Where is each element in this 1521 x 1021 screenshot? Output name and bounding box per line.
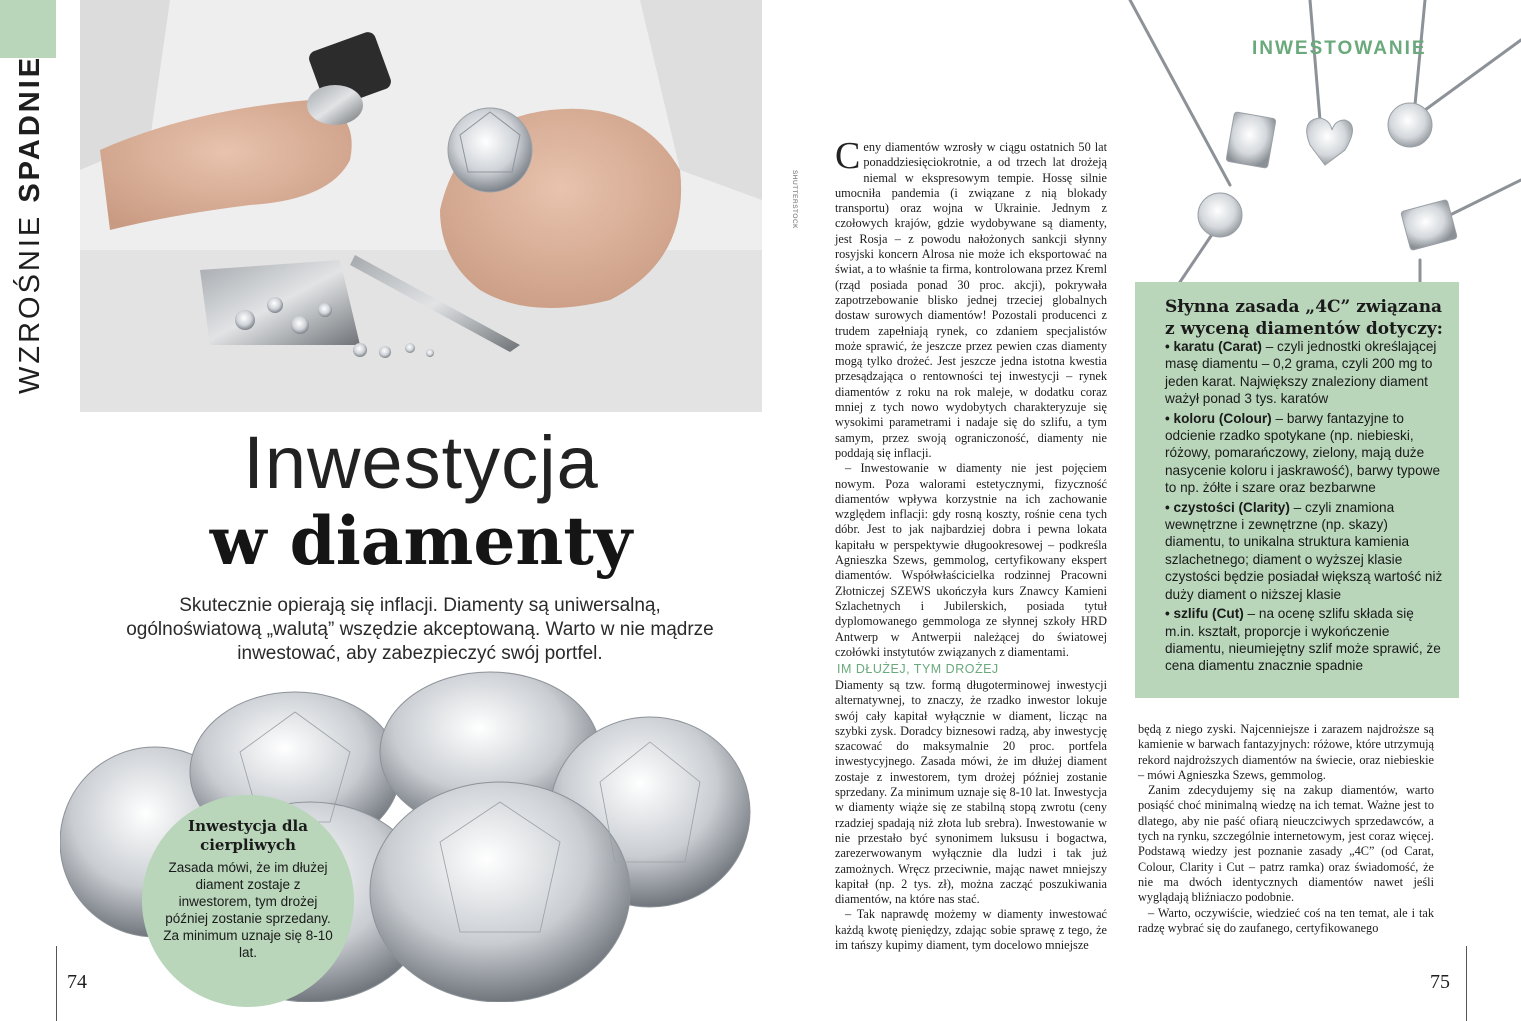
callout-text: Zasada mówi, że im dłużej diament zostaje z inwestorem, tym drożej później zostanie sprzedany. Za minimum uznaje się 8-10 lat. bbox=[163, 860, 333, 960]
page-number-left: 74 bbox=[67, 971, 87, 993]
photo-credit: SHUTTERSTOCK bbox=[791, 170, 798, 229]
article-column-2 bbox=[1138, 722, 1434, 936]
article-column-1b bbox=[835, 678, 1107, 953]
info-box-4c bbox=[1135, 282, 1459, 698]
article-paragraph: będą z niego zyski. Najcenniejsze i zarazem najdroższe są kamienie w barwach fantazyjnych: różowe, które utrzymują rekord najdroższych diamentów na świecie, oraz niebieskie – mówi Agnieszka Szews, gemmolog. bbox=[1138, 722, 1434, 782]
callout-circle bbox=[142, 795, 354, 1007]
article-paragraph: – Inwestowanie w diamenty nie jest pojęciem nowym. Poza walorami estetycznymi, fizyczność diamentów wpływa korzystnie na ich zachowanie względem inflacji: gdy rosną koszty, rośnie cena tych dóbr. Jest to jak najbardziej dobra i pewna lokata kapitału w perspektywie długookresowej – podkreśla Agnieszka Szews, gemmolog, certyfikowany ekspert diamentów. Współwłaścicielka rodzinnej Pracowni Złotniczej SZEWS ukończyła kurs Znawcy Kamieni Szlachetnych i Jubilerskich, posiada tytuł dyplomowanego gemmologa ze słynnej szkoły HRD Antwerp w Antwerpii należącej do światowej czołówki instytutów związanych z diamentami. bbox=[835, 461, 1107, 659]
side-label-light: WZROŚNIE bbox=[14, 213, 46, 394]
headline-line-2: w diamenty bbox=[209, 502, 633, 580]
page-rule-right bbox=[1466, 946, 1467, 1021]
list-item: • czystości (Clarity) – czyli znamiona wewnętrzne i zewnętrzne (np. skazy) diamentu, to unikalna struktura kamienia szlachetnego; diament o wyższej klasie czystości będzie posiadał większą wartość niż duży diament o niższej klasie bbox=[1165, 499, 1443, 602]
info-box-title: Słynna zasada „4C” związana z wyceną diamentów dotyczy: bbox=[1165, 297, 1443, 339]
page-rule-left bbox=[56, 946, 57, 1021]
page-number-right: 75 bbox=[1430, 971, 1450, 993]
info-box-list bbox=[1165, 338, 1447, 677]
callout-title: Inwestycja dla cierpliwych bbox=[188, 817, 308, 854]
side-label bbox=[6, 54, 54, 394]
article-paragraph: Ceny diamentów wzrosły w ciągu ostatnich 50 lat ponaddziesięciokrotnie, a od trzech lat drożeją niemal w ekspresowym tempie. Hossę silnie umocniła pandemia (i związane z nią blokady transportu) oraz wojna w Ukrainie. Jednym z czołowych krajów, gdzie wydobywane są diamenty, jest Rosja – z powodu nałożonych sankcji słynny rosyjski koncern Alrosa nie może ich eksportować na świat, a to właśnie ta firma, kontrolowana przez Kreml (rząd posiada ponad 30 proc. akcji), pokrywała zapotrzebowanie blisko jednej trzeciej globalnych dostaw surowych diamentów! Pozostali producenci z trudem zapełniają rynek, co zdaniem specjalistów może sprawić, że jeszcze przez pewien czas diamenty mogą tylko drożeć. Jest jeszcze jedna istotna kwestia przesądzająca o rentowności tej inwestycji – rynek diamentów z roku na rok maleje, w dodatku coraz mniej z tych nowo wydobytych charakteryzuje się wysokimi parametrami i nadaje się do szlifu, a tym samym, przez swoją ograniczoność, diamenty nie poddają się inflacji. bbox=[835, 135, 1107, 460]
list-item: • szlifu (Cut) – na ocenę szlifu składa się m.in. kształt, proporcje i wykończenie diamentu, nieumiejętny szlif może sprawić, że cena diamentu znacznie spadnie bbox=[1165, 606, 1441, 674]
drop-cap: C bbox=[835, 135, 861, 177]
headline-line-1: Inwestycja bbox=[243, 421, 599, 504]
hands-photo-illustration bbox=[80, 0, 762, 412]
article-paragraph: – Warto, oczywiście, wiedzieć coś na ten temat, ale i tak radzę wybrać się do zaufanego, certyfikowanego bbox=[1138, 905, 1434, 935]
article-subhead: IM DŁUŻEJ, TYM DROŻEJ bbox=[837, 662, 999, 676]
list-item: • koloru (Colour) – barwy fantazyjne to odcienie rzadko spotykane (np. niebieski, różowy, pomarańczowy, zielony, mają duże nasycenie koloru i jaskrawość), barwy typowe to np. żółte i szare oraz bezbarwne bbox=[1165, 410, 1441, 496]
article-paragraph: – Tak naprawdę możemy w diamenty inwestować każdą kwotę pieniędzy, zdając sobie sprawę z tego, że im tańszy kupimy diament, tym docelowo mniejsze bbox=[835, 907, 1107, 953]
list-item: • karatu (Carat) – czyli jednostki określającej masę diamentu – 0,2 grama, czyli 200 mg to jeden karat. Największy znaleziony diament ważył ponad 3 tys. karatów bbox=[1165, 339, 1437, 407]
side-label-bold: SPADNIE bbox=[14, 54, 46, 203]
section-color-tab bbox=[0, 0, 56, 58]
hands-with-diamond-photo bbox=[80, 0, 762, 412]
lead-paragraph: Skutecznie opierają się inflacji. Diamenty są uniwersalną, ogólnoświatową „walutą” wszędzie akceptowaną. Warto w nie mądrze inwestować, aby zabezpieczyć swój portfel. bbox=[126, 595, 714, 664]
article-paragraph: Diamenty są tzw. formą długoterminowej inwestycji alternatywnej, to znaczy, że rzadko inwestor lokuje swój cały kapitał wyłącznie w diament, licząc na szybki zysk. Doradcy biznesowi radzą, aby inwestycję szacować do maksymalnie 20 proc. portfela inwestycyjnego. Zasada mówi, że im dłużej diament zostaje z inwestorem, tym drożej później zostanie sprzedany. Za minimum uznaje się 8-10 lat. Inwestycja w diamenty wiąże się ze stabilną stopą zwrotu (ceny rzadziej spadają niż złota lub srebra). Inwestowanie w nie przestało być synonimem luksusu i bogactwa, zarezerwowanym wyłącznie dla ludzi i tak już zamożnych. Wręcz przeciwnie, mając nawet mniejszy kapitał (np. 2 tys. zł), można zacząć poszukiwania diamentów, na które nas stać. bbox=[835, 678, 1107, 907]
article-paragraph: Zanim zdecydujemy się na zakup diamentów, warto posiąść choć minimalną wiedzę na ich temat. Ważne jest to dlatego, aby nie paść ofiarą nieuczciwych sprzedawców, a tych na rynku, szczególnie internetowym, jest coraz więcej. Podstawą wiedzy jest poznanie zasady „4C” (od Carat, Colour, Clarity i Cut – patrz ramka) oraz świadomość, że nie ma dwóch identycznych diamentów nawet jeśli wyglądają bliźniaczo podobnie. bbox=[1138, 783, 1434, 905]
article-column-1 bbox=[835, 135, 1107, 660]
section-tag: INWESTOWANIE bbox=[1252, 38, 1427, 59]
